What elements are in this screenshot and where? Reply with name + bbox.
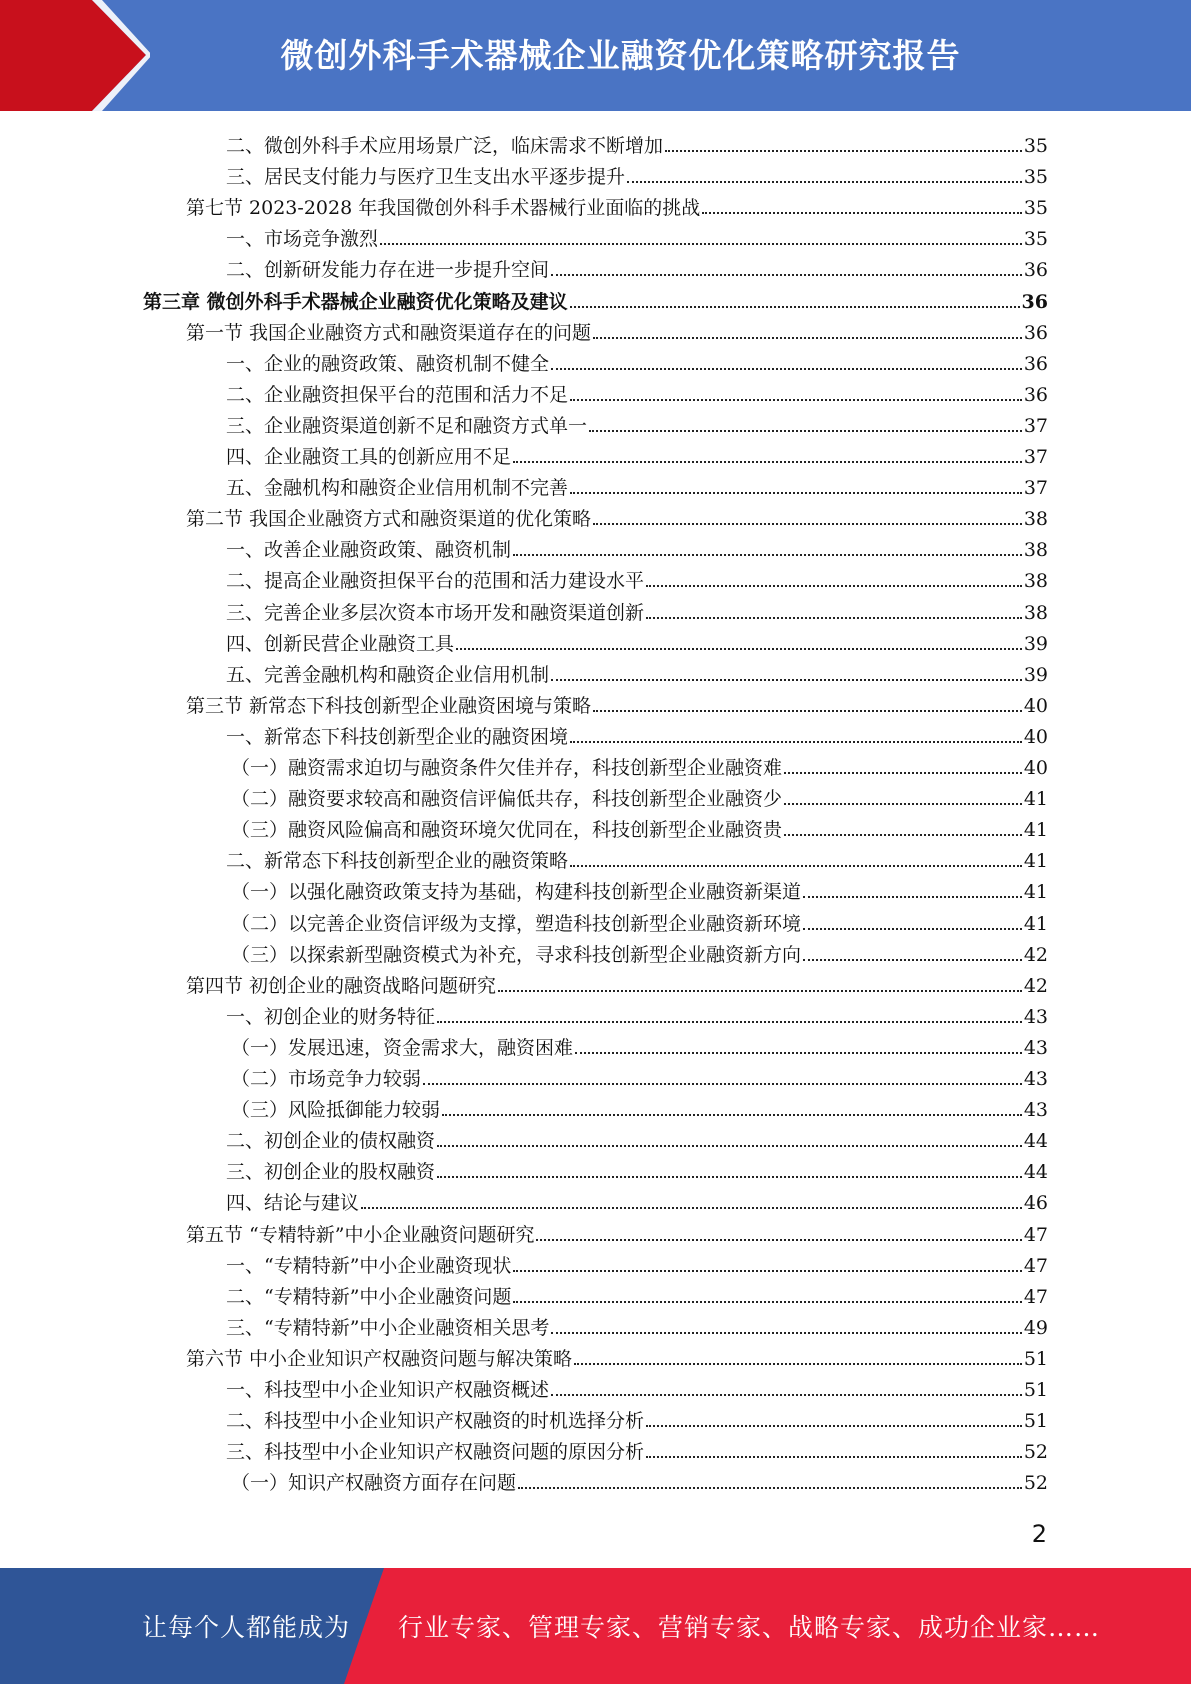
toc-dot-leader <box>570 306 1020 308</box>
toc-dot-leader <box>575 1052 1022 1054</box>
toc-dot-leader <box>803 959 1022 961</box>
toc-entry-label: 三、企业融资渠道创新不足和融资方式单一 <box>226 414 588 437</box>
toc-entry[interactable] <box>226 656 1048 687</box>
toc-entry-label: （一）以强化融资政策支持为基础，构建科技创新型企业融资新渠道 <box>231 881 802 904</box>
toc-entry-page: 41 <box>1023 912 1048 935</box>
toc-entry-page: 41 <box>1023 850 1048 873</box>
toc-entry-page: 35 <box>1023 166 1048 189</box>
toc-entry-page: 51 <box>1023 1410 1048 1433</box>
toc-entry-page: 36 <box>1021 290 1048 313</box>
toc-entry[interactable] <box>226 998 1048 1029</box>
toc-entry[interactable] <box>231 1091 1048 1122</box>
toc-entry-label: （三）风险抵御能力较弱 <box>231 1099 441 1122</box>
header-red-arrow <box>0 0 150 111</box>
toc-dot-leader <box>646 1425 1022 1427</box>
toc-dot-leader <box>437 1145 1022 1147</box>
toc-dot-leader <box>536 1239 1021 1241</box>
toc-entry[interactable] <box>226 625 1048 656</box>
toc-entry-page: 40 <box>1023 694 1048 717</box>
toc-entry[interactable] <box>226 345 1048 376</box>
toc-entry[interactable] <box>231 811 1048 842</box>
toc-entry-label: 一、新常态下科技创新型企业的融资困境 <box>226 725 569 748</box>
toc-entry-label: 四、创新民营企业融资工具 <box>226 632 455 655</box>
toc-entry[interactable] <box>231 905 1048 936</box>
toc-entry[interactable] <box>231 936 1048 967</box>
toc-entry-label: 一、科技型中小企业知识产权融资概述 <box>226 1379 550 1401</box>
toc-entry-page: 42 <box>1023 943 1048 966</box>
toc-entry-page: 37 <box>1023 477 1048 500</box>
toc-dot-leader <box>574 1363 1022 1365</box>
toc-entry[interactable] <box>226 1278 1048 1309</box>
toc-entry[interactable] <box>226 531 1048 562</box>
toc-entry[interactable] <box>186 189 1048 220</box>
toc-entry[interactable] <box>226 562 1048 593</box>
toc-entry[interactable] <box>226 718 1048 749</box>
toc-entry-page: 41 <box>1023 819 1048 842</box>
footer-slogan-left: 让每个人都能成为 <box>142 1613 351 1642</box>
toc-entry-page: 39 <box>1023 663 1048 686</box>
toc-dot-leader <box>570 492 1022 494</box>
toc-dot-leader <box>380 243 1022 245</box>
toc-entry-page: 43 <box>1023 1036 1048 1059</box>
toc-entry-label: 第七节 2023-2028 年我国微创外科手术器械行业面临的挑战 <box>186 197 701 220</box>
toc-dot-leader <box>570 399 1022 401</box>
toc-entry-page: 41 <box>1023 881 1048 904</box>
toc-entry-page: 47 <box>1023 1223 1048 1246</box>
toc-entry-label: 第四节 初创企业的融资战略问题研究 <box>186 974 497 997</box>
toc-dot-leader <box>551 274 1022 276</box>
toc-entry[interactable] <box>226 376 1048 407</box>
toc-entry-label: （一）融资需求迫切与融资条件欠佳并存，科技创新型企业融资难 <box>231 757 783 779</box>
toc-dot-leader <box>784 803 1022 805</box>
toc-dot-leader <box>646 617 1022 619</box>
toc-entry[interactable] <box>226 220 1048 251</box>
toc-dot-leader <box>513 1301 1021 1303</box>
toc-dot-leader <box>513 554 1022 556</box>
toc-entry-page: 44 <box>1023 1161 1048 1184</box>
toc-entry-page: 42 <box>1023 974 1048 997</box>
toc-entry[interactable] <box>226 1122 1048 1153</box>
toc-entry-label: （二）以完善企业资信评级为支撑，塑造科技创新型企业融资新环境 <box>231 912 802 935</box>
toc-entry-page: 51 <box>1023 1379 1048 1401</box>
toc-entry[interactable] <box>226 438 1048 469</box>
toc-entry-page: 36 <box>1023 259 1048 282</box>
toc-dot-leader <box>551 1332 1021 1334</box>
toc-entry-page: 38 <box>1023 539 1048 562</box>
header-banner <box>0 0 1191 111</box>
toc-entry-page: 43 <box>1023 1099 1048 1122</box>
toc-entry-label: 二、企业融资担保平台的范围和活力不足 <box>226 383 569 406</box>
toc-entry-page: 36 <box>1023 383 1048 406</box>
toc-entry[interactable] <box>186 500 1048 531</box>
toc-dot-leader <box>442 1114 1022 1116</box>
toc-entry[interactable] <box>226 1402 1048 1433</box>
toc-dot-leader <box>518 1487 1022 1489</box>
toc-entry-page: 43 <box>1023 1068 1048 1090</box>
toc-entry-label: 第二节 我国企业融资方式和融资渠道的优化策略 <box>186 508 592 531</box>
page-number: 2 <box>1031 1520 1047 1548</box>
toc-entry-label: （二）市场竞争力较弱 <box>231 1068 422 1090</box>
toc-dot-leader <box>665 150 1022 152</box>
toc-dot-leader <box>593 710 1022 712</box>
toc-entry-label: 二、新常态下科技创新型企业的融资策略 <box>226 850 569 873</box>
toc-entry-label: 第三章 微创外科手术器械企业融资优化策略及建议 <box>143 290 568 313</box>
toc-entry[interactable] <box>226 127 1048 158</box>
toc-dot-leader <box>702 212 1022 214</box>
toc-dot-leader <box>551 368 1022 370</box>
toc-entry[interactable] <box>186 314 1048 345</box>
toc-entry[interactable] <box>226 1184 1048 1215</box>
toc-entry-page: 37 <box>1023 446 1048 468</box>
footer-slogan-right: 行业专家、管理专家、营销专家、战略专家、成功企业家…… <box>398 1613 1101 1642</box>
toc-entry-page: 38 <box>1023 601 1048 624</box>
toc-entry-label: 一、改善企业融资政策、融资机制 <box>226 539 512 562</box>
toc-entry-label: 二、创新研发能力存在进一步提升空间 <box>226 259 550 282</box>
toc-dot-leader <box>551 1394 1022 1396</box>
toc-entry-label: （三）以探索新型融资模式为补充，寻求科技创新型企业融资新方向 <box>231 943 802 966</box>
toc-entry-page: 41 <box>1023 788 1048 811</box>
toc-entry[interactable] <box>226 251 1048 282</box>
toc-entry-page: 52 <box>1023 1472 1048 1495</box>
toc-dot-leader <box>589 430 1022 432</box>
toc-entry[interactable] <box>186 1216 1048 1247</box>
toc-entry-page: 37 <box>1023 414 1048 437</box>
toc-entry-label: （一）发展迅速，资金需求大，融资困难 <box>231 1036 574 1059</box>
toc-entry-page: 35 <box>1023 135 1048 157</box>
toc-dot-leader <box>437 1021 1022 1023</box>
toc-entry[interactable] <box>226 842 1048 873</box>
toc-entry-page: 38 <box>1023 508 1048 531</box>
toc-entry-label: 第三节 新常态下科技创新型企业融资困境与策略 <box>186 694 592 717</box>
toc-entry-label: 一、“专精特新”中小企业融资现状 <box>226 1254 512 1277</box>
toc-entry-page: 43 <box>1023 1005 1048 1028</box>
toc-dot-leader <box>570 865 1022 867</box>
toc-entry-label: 第五节 “专精特新”中小企业融资问题研究 <box>186 1223 535 1246</box>
toc-entry-page: 40 <box>1023 725 1048 748</box>
toc-entry[interactable] <box>226 158 1048 189</box>
toc-entry-page: 40 <box>1023 757 1048 779</box>
toc-dot-leader <box>456 648 1022 650</box>
toc-entry-label: 一、初创企业的财务特征 <box>226 1005 436 1028</box>
toc-entry-label: 四、企业融资工具的创新应用不足 <box>226 446 512 468</box>
toc-dot-leader <box>803 896 1022 898</box>
toc-entry[interactable] <box>226 1433 1048 1464</box>
toc-entry[interactable] <box>231 1029 1048 1060</box>
footer-banner <box>0 1568 1191 1684</box>
toc-entry-page: 47 <box>1023 1285 1048 1308</box>
toc-dot-leader <box>513 461 1022 463</box>
toc-dot-leader <box>646 1456 1022 1458</box>
toc-entry-label: 第六节 中小企业知识产权融资问题与解决策略 <box>186 1347 573 1370</box>
toc-entry[interactable] <box>231 873 1048 904</box>
toc-entry-label: 三、初创企业的股权融资 <box>226 1161 436 1184</box>
toc-dot-leader <box>361 1207 1022 1209</box>
toc-entry-label: 三、科技型中小企业知识产权融资问题的原因分析 <box>226 1441 645 1464</box>
report-title: 微创外科手术器械企业融资优化策略研究报告 <box>280 35 961 75</box>
toc-entry-label: 二、微创外科手术应用场景广泛，临床需求不断增加 <box>226 135 664 157</box>
toc-entry[interactable] <box>186 1340 1048 1371</box>
toc-entry[interactable] <box>143 283 1048 314</box>
toc-entry-page: 51 <box>1023 1347 1048 1370</box>
toc-dot-leader <box>593 337 1022 339</box>
toc-dot-leader <box>437 1176 1022 1178</box>
toc-entry[interactable] <box>226 407 1048 438</box>
toc-dot-leader <box>498 990 1022 992</box>
toc-entry-page: 36 <box>1023 321 1048 344</box>
toc-entry-label: （三）融资风险偏高和融资环境欠优同在，科技创新型企业融资贵 <box>231 819 783 842</box>
toc-entry[interactable] <box>226 1153 1048 1184</box>
toc-entry-page: 38 <box>1023 570 1048 593</box>
toc-entry[interactable] <box>226 1247 1048 1278</box>
toc-entry-page: 49 <box>1023 1316 1048 1339</box>
toc-entry[interactable] <box>231 1060 1048 1091</box>
toc-entry[interactable] <box>231 1464 1048 1495</box>
toc-entry-label: 四、结论与建议 <box>226 1192 360 1215</box>
toc-entry[interactable] <box>226 594 1048 625</box>
toc-entry[interactable] <box>226 469 1048 500</box>
toc-entry-page: 35 <box>1023 228 1048 251</box>
toc-entry[interactable] <box>226 1371 1048 1402</box>
toc-entry-label: 五、完善金融机构和融资企业信用机制 <box>226 663 550 686</box>
toc-dot-leader <box>423 1083 1022 1085</box>
toc-dot-leader <box>646 585 1022 587</box>
toc-entry-page: 36 <box>1023 352 1048 375</box>
toc-dot-leader <box>593 523 1022 525</box>
toc-entry-label: 第一节 我国企业融资方式和融资渠道存在的问题 <box>186 321 592 344</box>
toc-entry-label: 三、完善企业多层次资本市场开发和融资渠道创新 <box>226 601 645 624</box>
toc-entry-page: 44 <box>1023 1130 1048 1153</box>
toc-entry-page: 46 <box>1023 1192 1048 1215</box>
toc-entry-label: 二、提高企业融资担保平台的范围和活力建设水平 <box>226 570 645 593</box>
toc-entry-label: 一、企业的融资政策、融资机制不健全 <box>226 352 550 375</box>
toc-entry-label: 三、居民支付能力与医疗卫生支出水平逐步提升 <box>226 166 626 189</box>
toc-entry-label: 二、“专精特新”中小企业融资问题 <box>226 1285 512 1308</box>
toc-dot-leader <box>784 772 1022 774</box>
toc-dot-leader <box>513 1270 1021 1272</box>
toc-entry-label: （二）融资要求较高和融资信评偏低共存，科技创新型企业融资少 <box>231 788 783 811</box>
toc-entry[interactable] <box>186 967 1048 998</box>
toc-entry-page: 52 <box>1023 1441 1048 1464</box>
toc-entry[interactable] <box>231 749 1048 780</box>
toc-dot-leader <box>803 928 1022 930</box>
toc-entry-page: 47 <box>1023 1254 1048 1277</box>
toc-entry-label: 五、金融机构和融资企业信用机制不完善 <box>226 477 569 500</box>
toc-entry-label: 二、科技型中小企业知识产权融资的时机选择分析 <box>226 1410 645 1433</box>
toc-dot-leader <box>627 181 1022 183</box>
toc-entry-label: 一、市场竞争激烈 <box>226 228 379 251</box>
toc-entry-label: 二、初创企业的债权融资 <box>226 1130 436 1153</box>
toc-entry-page: 35 <box>1023 197 1048 220</box>
toc-entry[interactable] <box>231 780 1048 811</box>
toc-dot-leader <box>570 741 1022 743</box>
toc-entry[interactable] <box>186 687 1048 718</box>
toc-entry[interactable] <box>226 1309 1048 1340</box>
toc-entry-page: 39 <box>1023 632 1048 655</box>
toc-entry-label: （一）知识产权融资方面存在问题 <box>231 1472 517 1495</box>
toc-dot-leader <box>784 834 1022 836</box>
toc-dot-leader <box>551 679 1022 681</box>
toc-entry-label: 三、“专精特新”中小企业融资相关思考 <box>226 1316 550 1339</box>
